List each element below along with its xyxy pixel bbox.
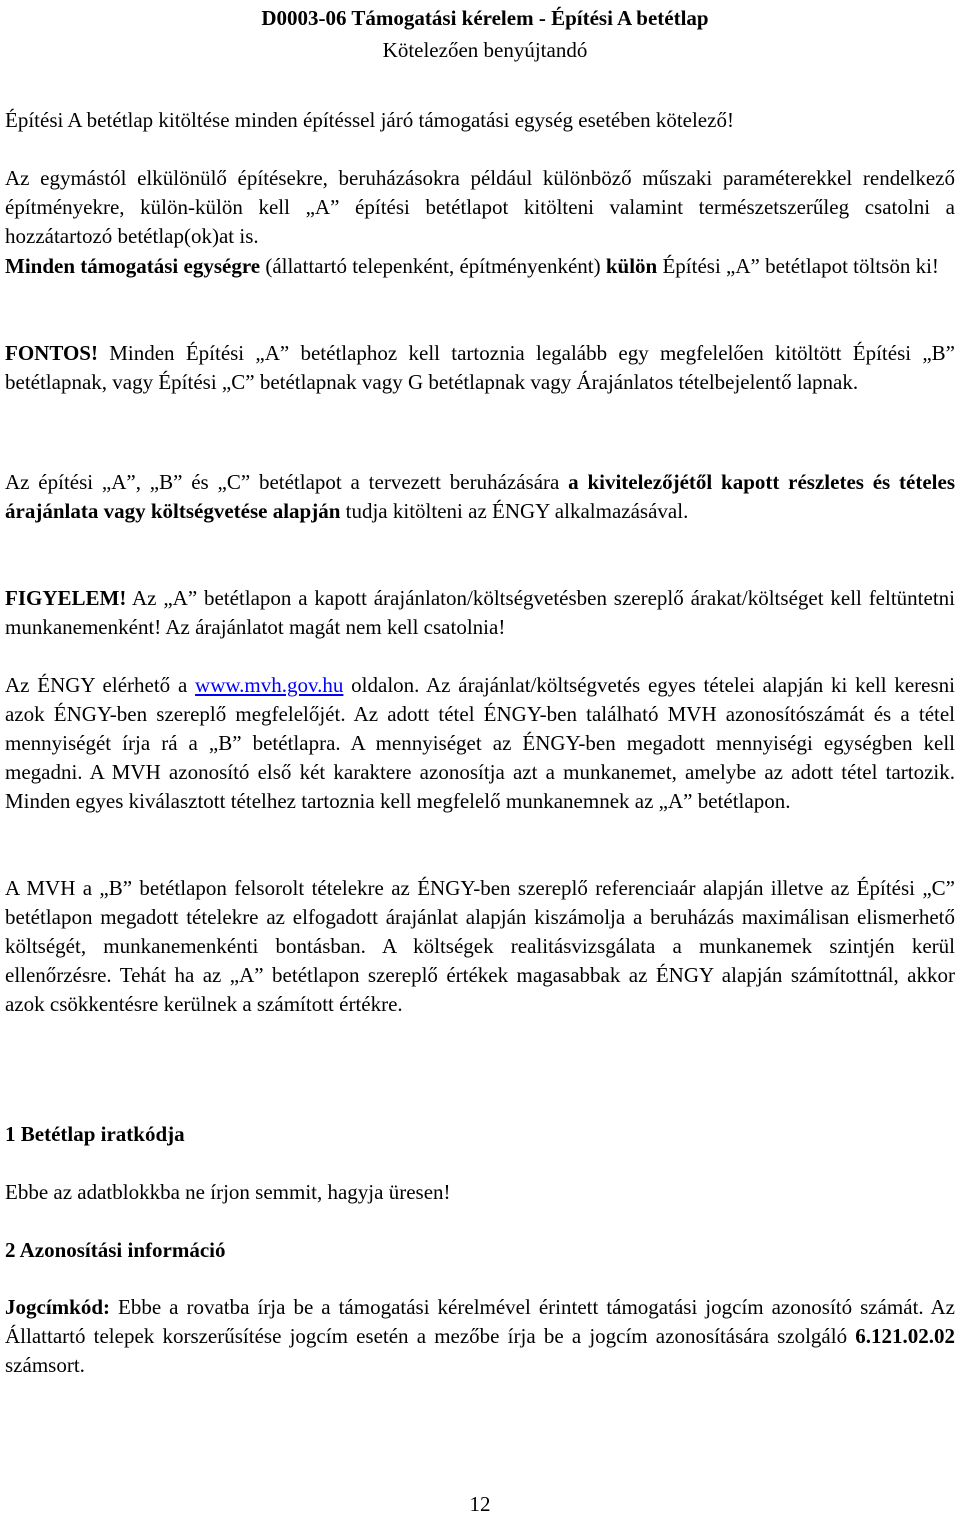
attention-label: FIGYELEM! xyxy=(5,586,127,610)
page-number: 12 xyxy=(469,1492,491,1516)
jogcim-code: 6.121.02.02 xyxy=(855,1324,955,1348)
bold-text: külön xyxy=(605,254,658,278)
paragraph-engy: Az ÉNGY elérhető a www.mvh.gov.hu oldalon. Az árajánlat/költségvetés egyes tételei alapján ki kell keresni azok ÉNGY-ben szereplő megfelelőjét. Az adott tétel ÉNGY-ben található MVH azonosítószámát és a tétel mennyiségét írja rá a „B” betétlapra. A mennyiséget az ÉNGY-ben megadott mennyiségi egységben kell megadni. A MVH azonosító első két karaktere azonosítja azt a munkanemet, amelybe az adott tétel tartozik. Minden egyes kiválasztott tételhez tartoznia kell megfelelő munkanemnek az „A” betétlapon. xyxy=(5,673,955,813)
document-title: D0003-06 Támogatási kérelem - Építési A betétlap xyxy=(261,6,709,30)
document-subtitle: Kötelezően benyújtandó xyxy=(382,38,588,62)
bold-text: Minden támogatási egységre xyxy=(5,254,261,278)
paragraph-attention: FIGYELEM! Az „A” betétlapon a kapott árajánlaton/költségvetésben szereplő árakat/költséget kell feltüntetni munkanemenként! Az árajánlatot magát nem kell csatolnia! xyxy=(5,586,955,639)
important-label: FONTOS! xyxy=(5,341,98,365)
section-2-heading: 2 Azonosítási információ xyxy=(5,1238,226,1262)
paragraph-quotation: Az építési „A”, „B” és „C” betétlapot a tervezett beruházására a kivitelezőjétől kapott részletes és tételes árajánlata vagy költségvetése alapján tudja kitölteni az ÉNGY alkalmazásával. xyxy=(5,470,955,523)
paragraph-separate-buildings: Az egymástól elkülönülő építésekre, beruházásokra például különböző műszaki paraméterekkel rendelkező építményekre, külön-külön kell „A” építési betétlapot kitölteni valamint természetszerűleg csatolni a hozzátartozó betétlap(ok)at is. xyxy=(5,166,955,248)
intro-paragraph: Építési A betétlap kitöltése minden építéssel járó támogatási egység esetében kötelező! xyxy=(5,108,734,132)
paragraph-per-unit: Minden támogatási egységre (állattartó telepenként, építményenként) külön Építési „A” betétlapot töltsön ki! xyxy=(5,254,939,278)
jogcimkod-label: Jogcímkód: xyxy=(5,1295,110,1319)
mvh-website-link[interactable]: www.mvh.gov.hu xyxy=(195,673,344,697)
section-2-text: Jogcímkód: Ebbe a rovatba írja be a támogatási kérelmével érintett támogatási jogcím azonosító számát. Az Állattartó telepek korszerűsítése jogcím esetén a mezőbe írja be a jogcím azonosítására szolgáló 6.121.02.02 számsort. xyxy=(5,1295,955,1377)
paragraph-reference-price: A MVH a „B” betétlapon felsorolt tételekre az ÉNGY-ben szereplő referenciaár alapján illetve az Építési „C” betétlapon megadott tételekre az elfogadott árajánlat alapján kiszámolja a beruházás maximálisan elismerhető költségét, munkanemenkénti bontásban. A költségek realitásvizsgálata a munkanemek szintjén kerül ellenőrzésre. Tehát ha az „A” betétlapon szereplő értékek magasabbak az ÉNGY alapján számítottnál, akkor azok csökkentésre kerülnek a számított értékre. xyxy=(5,876,955,1016)
paragraph-important: FONTOS! Minden Építési „A” betétlaphoz kell tartoznia legalább egy megfelelően kitöltött Építési „B” betétlapnak, vagy Építési „C” betétlapnak vagy G betétlapnak vagy Árajánlatos tételbejelentő lapnak. xyxy=(5,341,955,394)
section-1-heading: 1 Betétlap iratkódja xyxy=(5,1122,185,1146)
section-1-text: Ebbe az adatblokkba ne írjon semmit, hagyja üresen! xyxy=(5,1180,451,1204)
bold-text: a kivitelezőjétől kapott részletes és tételes árajánlata vagy költségvetése alapján xyxy=(5,470,955,523)
